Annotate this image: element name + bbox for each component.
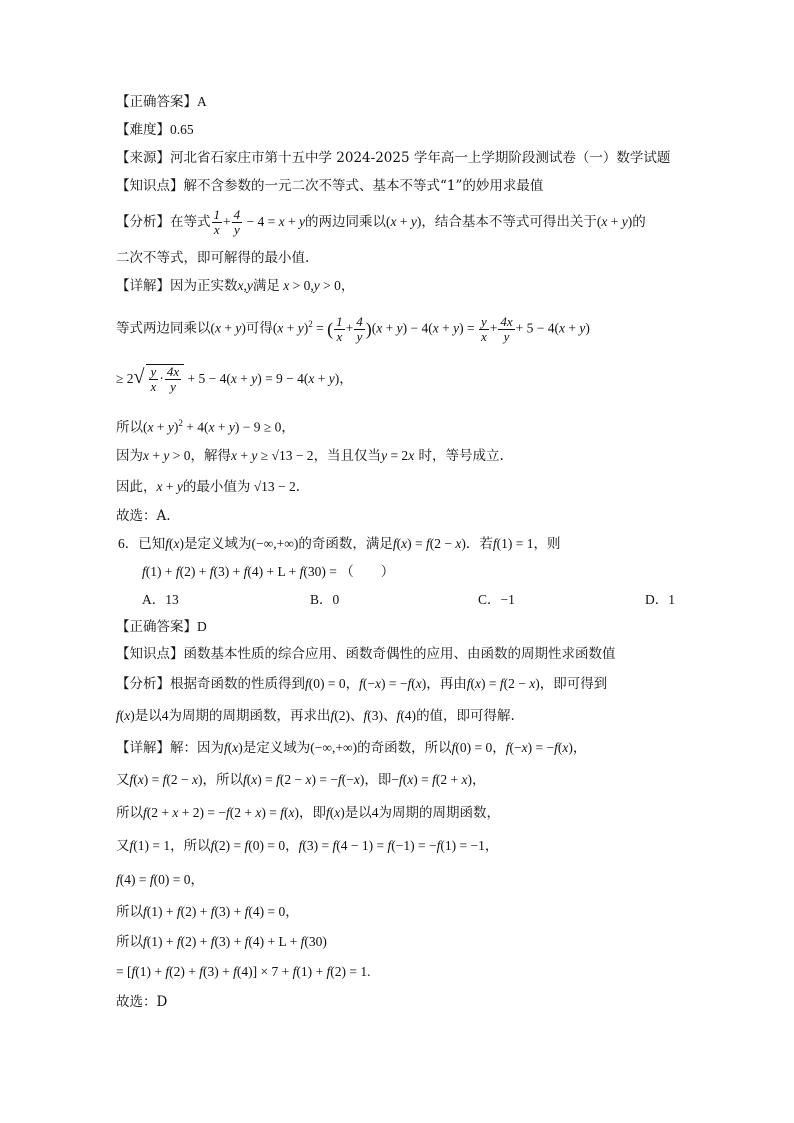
text: ，结合基本不等式可得出关于 bbox=[421, 214, 597, 230]
choose-line-2 bbox=[116, 992, 167, 1012]
text: 为周期的周期函数，再求出 bbox=[168, 708, 331, 724]
text: 因此， bbox=[116, 479, 157, 495]
fraction: $\frac{4x}{y}$ bbox=[500, 313, 513, 344]
question-6-stem: 6．已知f(x)是定义域为(−∞,+∞)的奇函数，满足f(x) = f(2 − x)．若f(1) = 1，则 bbox=[118, 536, 561, 552]
text: 解：因为 bbox=[170, 740, 224, 756]
text: 满足 bbox=[252, 278, 280, 294]
fraction: $\frac{y}{x}$ bbox=[480, 313, 487, 344]
text: ，则 bbox=[533, 536, 561, 552]
analysis-label: 【分析】 bbox=[116, 676, 170, 692]
detail-2-line-1: 【详解】解：因为f(x)是定义域为(−∞,+∞)的奇函数，所以f(0) = 0，f(−x) = −f(x)， bbox=[116, 740, 587, 756]
text: 已知 bbox=[138, 536, 166, 552]
text: ， bbox=[484, 838, 499, 854]
text: 的奇函数，满足 bbox=[298, 536, 393, 552]
text: 的 bbox=[632, 214, 646, 230]
fraction: $\frac{4}{y}$ bbox=[356, 313, 363, 344]
text: 根据奇函数的性质得到 bbox=[170, 676, 305, 692]
option-c: C．−1 bbox=[478, 592, 515, 607]
text: 故选：A. bbox=[116, 508, 171, 524]
option-b: B．0 bbox=[310, 592, 340, 607]
source-line bbox=[116, 148, 670, 168]
difficulty-label: 【难度】 bbox=[116, 122, 170, 138]
text: 为周期的周期函数， bbox=[378, 805, 500, 821]
analysis-2-line-2: f(x)是以4为周期的周期函数，再求出f(2)、f(3)、f(4)的值，即可得解. bbox=[116, 708, 515, 724]
text: 可得 bbox=[245, 320, 273, 337]
text: ，即可得到 bbox=[539, 676, 608, 692]
text: 是以 bbox=[134, 708, 162, 724]
detail-line-6: 因此，x + y的最小值为 √13 − 2. bbox=[116, 479, 301, 495]
text: ， bbox=[340, 278, 355, 294]
answer-blank: （ ） bbox=[340, 564, 395, 580]
detail-2-line-3: 所以f(2 + x + 2) = −f(2 + x) = f(x)，即f(x)是以4为周期的周期函数， bbox=[116, 805, 500, 821]
text: 是以 bbox=[344, 805, 372, 821]
text: 所以 bbox=[116, 805, 143, 821]
text: ，再由 bbox=[426, 676, 467, 692]
text: ， bbox=[572, 740, 587, 756]
text: 是定义域为 bbox=[184, 536, 252, 552]
detail-line-5: 因为x + y > 0，解得x + y ≥ √13 − 2，当且仅当y = 2x 时，等号成立. bbox=[116, 448, 504, 464]
fraction: $\frac{y}{x}$ bbox=[150, 364, 157, 394]
question-6-expression: f(1) + f(2) + f(3) + f(4) + L + f(30) = （ ） bbox=[142, 564, 395, 580]
text: 所以 bbox=[116, 904, 143, 920]
detail-2-line-4: 又f(1) = 1，所以f(2) = f(0) = 0，f(3) = f(4 − 1) = f(−1) = −f(1) = −1， bbox=[116, 838, 499, 854]
text: 因为 bbox=[116, 448, 143, 464]
detail-label: 【详解】 bbox=[116, 278, 170, 294]
text: 等式两边同乘以 bbox=[116, 320, 211, 337]
question-number: 6． bbox=[118, 536, 139, 551]
text: ，所以 bbox=[202, 772, 243, 788]
knowledge-line-2 bbox=[116, 644, 616, 664]
text: 又 bbox=[116, 772, 130, 788]
answer-value: D bbox=[197, 619, 207, 634]
text: ， bbox=[345, 676, 360, 692]
text: ，即 bbox=[364, 772, 392, 788]
text: ．若 bbox=[465, 536, 493, 552]
knowledge-label: 【知识点】 bbox=[116, 178, 184, 194]
text: 的最小值为 bbox=[182, 479, 251, 495]
answer-line-1 bbox=[116, 92, 207, 112]
detail-2-line-7: 所以f(1) + f(2) + f(3) + f(4) + L + f(30) bbox=[116, 934, 327, 950]
text: ，即 bbox=[298, 805, 326, 821]
text: 的值，即可得解. bbox=[416, 708, 515, 724]
fraction: $\frac{4}{y}$ bbox=[233, 207, 241, 237]
detail-line-3: ≥ 2√ $\frac{y}{x}$ · $\frac{4x}{y}$ + 5 − 4(x + y) = 9 − 4(x + y)， bbox=[116, 364, 353, 394]
text: ，所以 bbox=[170, 838, 211, 854]
detail-label: 【详解】 bbox=[116, 740, 170, 756]
knowledge-line-1 bbox=[116, 176, 543, 196]
text: 所以 bbox=[116, 419, 143, 436]
detail-2-line-6: 所以f(1) + f(2) + f(3) + f(4) = 0， bbox=[116, 904, 299, 920]
answer-value: A bbox=[197, 94, 207, 109]
detail-line-1: 【详解】因为正实数x,y满足 x > 0,y > 0， bbox=[116, 278, 355, 294]
text: ，解得 bbox=[190, 448, 231, 464]
knowledge-value: 函数基本性质的综合应用、函数奇偶性的应用、由函数的周期性求函数值 bbox=[183, 646, 616, 662]
source-label: 【来源】 bbox=[116, 150, 170, 166]
analysis-line-2 bbox=[116, 248, 309, 268]
analysis-2-line-1: 【分析】根据奇函数的性质得到f(0) = 0，f(−x) = −f(x)，再由f(x) = f(2 − x)，即可得到 bbox=[116, 676, 608, 692]
text: ， bbox=[492, 740, 506, 756]
text: 的奇函数，所以 bbox=[357, 740, 452, 756]
text: ，当且仅当 bbox=[313, 448, 382, 464]
answer-label: 【正确答案】 bbox=[116, 619, 197, 635]
text: 是定义域为 bbox=[242, 740, 311, 756]
difficulty-line bbox=[116, 120, 194, 140]
detail-2-line-8: = [f(1) + f(2) + f(3) + f(4)] × 7 + f(1) + f(2) = 1. bbox=[116, 964, 371, 979]
difficulty-value: 0.65 bbox=[170, 122, 194, 137]
text: 故选：D bbox=[116, 994, 168, 1010]
answer-line-2 bbox=[116, 617, 207, 637]
text: 又 bbox=[116, 838, 130, 854]
text: 所以 bbox=[116, 934, 143, 950]
analysis-label: 【分析】 bbox=[116, 214, 170, 230]
detail-line-2: 等式两边同乘以(x + y)可得$(x + y)^2$ = ( $\frac{1}{x}$ + $\frac{4}{y}$ )(x + y) − 4(x + y) = $\frac{y}{x}$ + $\frac{4x}{y}$ + 5 − 4(x + y) bbox=[116, 313, 590, 344]
answer-label: 【正确答案】 bbox=[116, 94, 197, 110]
text: 因为正实数 bbox=[170, 278, 238, 294]
option-a: A．13 bbox=[142, 592, 179, 607]
text: 的两边同乘以 bbox=[304, 214, 386, 230]
fraction: $\frac{4x}{y}$ bbox=[166, 364, 180, 394]
detail-2-line-2: 又f(x) = f(2 − x)，所以f(x) = f(2 − x) = −f(−x)，即−f(x) = f(2 + x)， bbox=[116, 772, 486, 788]
knowledge-value: 解不含参数的一元二次不等式、基本不等式“1”的妙用求最值 bbox=[183, 178, 544, 194]
text: 、 bbox=[383, 708, 397, 724]
option-d: D．1 bbox=[645, 592, 675, 607]
text: 、 bbox=[350, 708, 364, 724]
text: 在等式 bbox=[170, 214, 211, 230]
text: 二次不等式，即可解得的最小值. bbox=[116, 250, 310, 266]
source-value: 河北省石家庄市第十五中学 2024-2025 学年高一上学期阶段测试卷（一）数学试题 bbox=[170, 150, 671, 166]
detail-2-line-5: f(4) = f(0) = 0， bbox=[116, 872, 204, 888]
analysis-line-1: 【分析】在等式 $\frac{1}{x}$ + $\frac{4}{y}$ − 4 = x + y的两边同乘以(x + y)，结合基本不等式可得出关于(x + y)的 bbox=[116, 207, 646, 237]
fraction: $\frac{1}{x}$ bbox=[336, 313, 343, 344]
detail-line-4: 所以$(x + y)^2 + 4(x + y) - 9 \ge 0$， bbox=[116, 418, 295, 436]
knowledge-label: 【知识点】 bbox=[116, 646, 184, 662]
choose-line-1 bbox=[116, 506, 171, 526]
text: 时，等号成立. bbox=[418, 448, 504, 464]
fraction: $\frac{1}{x}$ bbox=[213, 207, 220, 237]
